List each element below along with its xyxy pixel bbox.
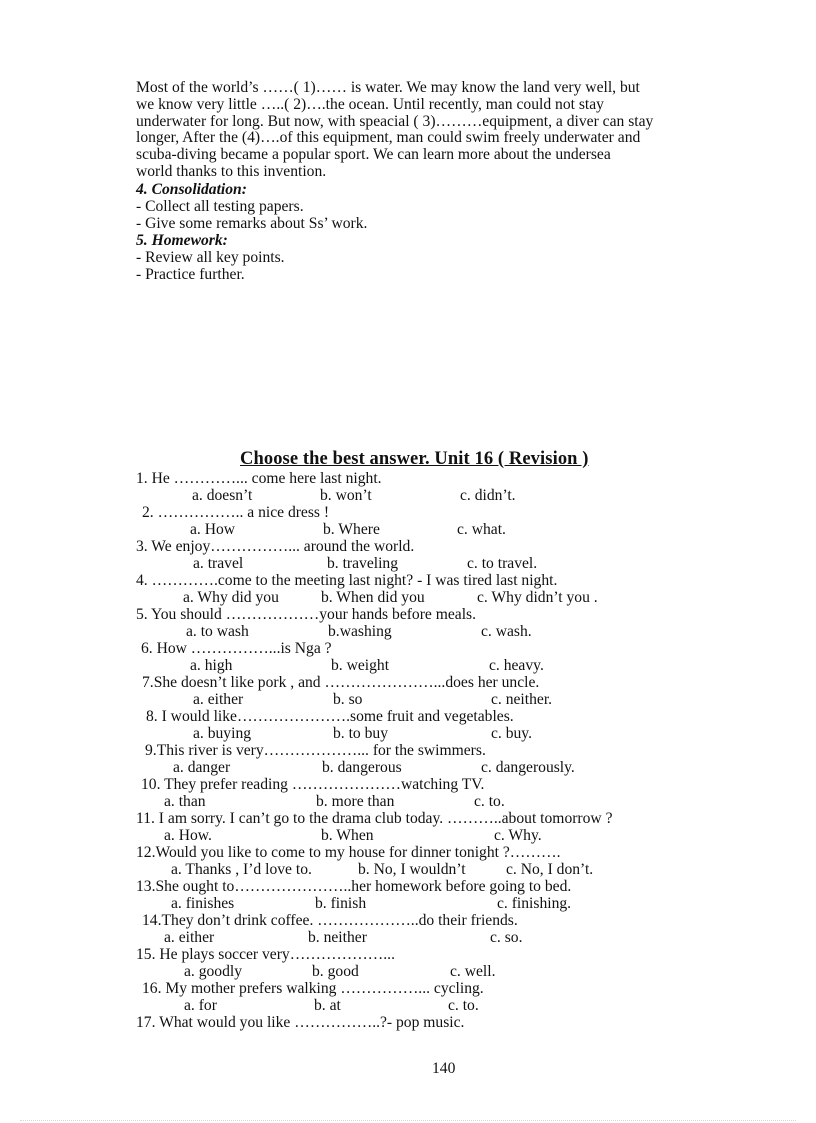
question-15: 15. He plays soccer very………………... [136,946,395,963]
option-a: a. either [193,691,244,708]
option-a: a. to wash [186,623,249,640]
option-b: b. so [333,691,363,708]
option-a: a. Thanks , I’d love to. [171,861,312,878]
option-c: c. No, I don’t. [506,861,594,878]
question-13: 13.She ought to…………………..her homework before going to bed. [136,878,572,895]
question-8: 8. I would like………………….some fruit and vegetables. [146,708,514,725]
passage-line: world thanks to this invention. [136,162,327,180]
option-a: a. than [164,793,206,810]
question-5: 5. You should ………………your hands before meals. [136,606,477,623]
option-b: b. at [314,997,341,1014]
option-c: c. to. [474,793,505,810]
option-a: a. travel [193,555,244,572]
option-c: c. Why. [494,827,542,844]
option-c: c. finishing. [497,895,572,912]
option-a: a. high [190,657,233,674]
reading-passage [136,80,758,181]
option-b: b. Where [323,521,380,538]
option-a: a. goodly [184,963,243,980]
option-a: a. Why did you [183,589,279,606]
question-4: 4. ………….come to the meeting last night? - I was tired last night. [136,572,558,589]
option-c: c. buy. [491,725,532,742]
option-b: b. traveling [327,555,399,572]
option-c: c. heavy. [489,657,544,674]
option-c: c. wash. [481,623,532,640]
option-b: b.washing [328,623,392,640]
passage-line: underwater for long. But now, with speacial ( 3)………equipment, a diver can stay [136,112,654,130]
option-a: a. for [184,997,217,1014]
passage-line: longer, After the (4)….of this equipment, man could swim freely underwater and [136,129,641,147]
question-14: 14.They don’t drink coffee. ………………..do their friends. [142,912,518,929]
consolidation-item: - Give some remarks about Ss’ work. [136,215,368,232]
option-c: c. so. [490,929,523,946]
option-c: c. to. [448,997,479,1014]
option-c: c. to travel. [467,555,538,572]
option-c: c. Why didn’t you . [477,589,598,606]
option-b: b. to buy [333,725,389,742]
option-a: a. How. [164,827,212,844]
option-b: b. won’t [320,487,372,504]
option-b: b. more than [316,793,395,810]
option-a: a. How [190,521,236,538]
option-b: b. neither [308,929,367,946]
option-a: a. danger [173,759,231,776]
option-c: c. didn’t. [460,487,516,504]
consolidation-item: - Collect all testing papers. [136,198,304,215]
option-a: a. either [164,929,215,946]
passage-line: scuba-diving became a popular sport. We can learn more about the undersea [136,146,611,164]
passage-line: Most of the world’s ……( 1)…… is water. We may know the land very well, but [136,79,640,96]
exercise-title: Choose the best answer. Unit 16 ( Revision ) [240,449,589,469]
option-c: c. dangerously. [481,759,575,776]
question-6: 6. How ……………...is Nga ? [141,640,332,657]
question-9: 9.This river is very………………... for the swimmers. [145,742,486,759]
passage-line: we know very little …..( 2)….the ocean. Until recently, man could not stay [136,95,604,113]
homework-item: - Review all key points. [136,249,285,266]
consolidation-heading: 4. Consolidation: [136,181,247,198]
option-b: b. When [321,827,374,844]
question-12: 12.Would you like to come to my house for dinner tonight ?………. [136,844,561,861]
option-a: a. doesn’t [192,487,253,504]
option-b: b. No, I wouldn’t [358,861,466,878]
question-10: 10. They prefer reading …………………watching TV. [141,776,485,793]
question-2: 2. …………….. a nice dress ! [142,504,330,521]
question-7: 7.She doesn’t like pork , and …………………...does her uncle. [142,674,540,691]
page-bottom-divider [20,1120,796,1121]
option-c: c. what. [457,521,506,538]
option-b: b. weight [331,657,390,674]
option-b: b. dangerous [322,759,402,776]
option-a: a. buying [193,725,252,742]
option-b: b. When did you [321,589,425,606]
homework-heading: 5. Homework: [136,232,228,249]
homework-item: - Practice further. [136,266,245,283]
option-c: c. neither. [491,691,553,708]
question-17: 17. What would you like ……………..?- pop music. [136,1014,465,1031]
page-number: 140 [432,1060,456,1077]
question-1: 1. He …………... come here last night. [136,470,382,487]
option-b: b. good [312,963,359,980]
question-3: 3. We enjoy……………... around the world. [136,538,415,555]
option-a: a. finishes [171,895,235,912]
question-16: 16. My mother prefers walking ……………... cycling. [142,980,484,997]
option-b: b. finish [315,895,367,912]
question-11: 11. I am sorry. I can’t go to the drama club today. ………..about tomorrow ? [136,810,613,827]
option-c: c. well. [450,963,496,980]
